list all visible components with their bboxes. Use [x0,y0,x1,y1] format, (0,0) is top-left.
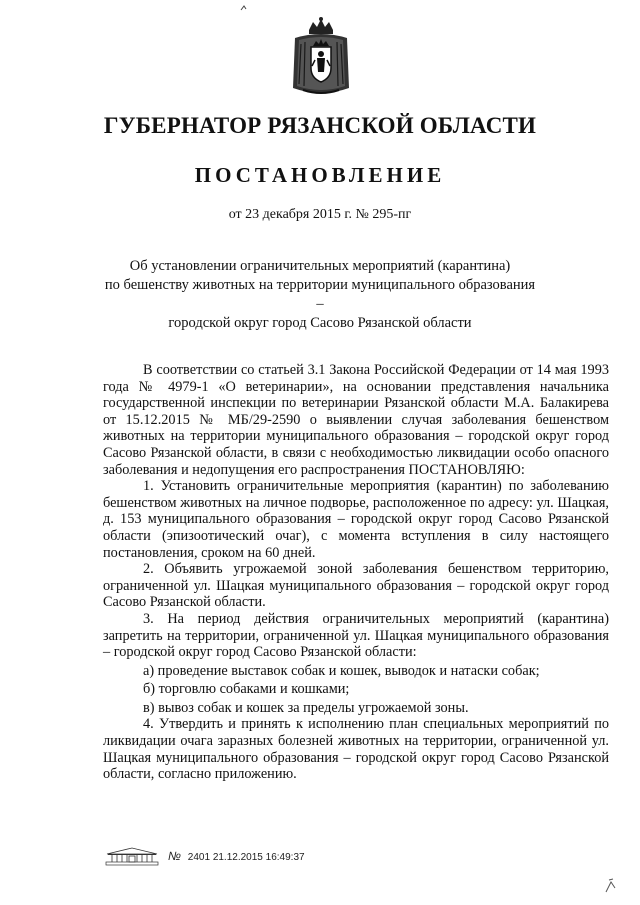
registration-datetime: 21.12.2015 16:49:37 [212,852,305,863]
document-subject [100,257,540,333]
clause-3b: б) торговлю собаками и кошками; [143,681,350,698]
document-body [103,362,609,783]
scan-speck-icon [604,878,618,894]
scan-speck-icon [240,4,248,12]
clause-3: 3. На период действия ограничительных мероприятий (карантина) запретить на территории, ограниченной ул. Шацкая муниципального образования – городской округ город Сасово Рязанской области: [103,610,609,661]
clause-3a: а) проведение выставок собак и кошек, выводок и натаски собак; [143,662,540,679]
number-symbol: № [168,849,181,863]
subject-line: городской округ город Сасово Рязанской области [168,315,472,331]
registry-stamp-icon [103,846,161,866]
clause-2: 2. Объявить угрожаемой зоной заболевания бешенством территорию, ограниченной ул. Шацкая муниципального образования – городской округ город Сасово Рязанской области. [103,561,609,611]
document-type: ПОСТАНОВЛЕНИЕ [194,163,446,187]
clause-4: 4. Утвердить и принять к исполнению план специальных мероприятий по ликвидации очага заразных болезней животных на территории, ограниченной ул. Шацкая муниципального образования – городской округ город Сасово Рязанской области, согласно приложению. [103,716,609,783]
subject-line: по бешенству животных на территории муниципального образования – [104,277,536,312]
clause-1: 1. Установить ограничительные мероприятия (карантин) по заболеванию бешенством животных на личное подворье, расположенное по адресу: ул. Шацкая, д. 153 муниципального образования – городской округ город Сасово Рязанской области (эпизоотический очаг), с момента вступления в силу настоящего постановления, сроком на 60 дней. [103,478,609,561]
registration-number: 2401 [187,852,211,863]
document-date-number: от 23 декабря 2015 г. № 295-пг [228,207,412,222]
coat-of-arms-icon [289,16,353,100]
preamble-paragraph: В соответствии со статьей 3.1 Закона Российской Федерации от 14 мая 1993 года № 4979-1 «О ветеринарии», на основании представления начальника государственной инспекции по ветеринарии Рязанской области М.А. Балакирева от 15.12.2015 № МБ/29-2590 о выявлении случая заболевания бешенством животных на территории муниципального образования – городской округ город Сасово Рязанской области, в связи с необходимостью ликвидации особо опасного заболевания и недопущения его распространения ПОСТАНОВЛЯЮ: [103,362,609,478]
subject-line: Об установлении ограничительных мероприятий (карантина) [129,258,511,274]
authority-title: ГУБЕРНАТОР РЯЗАНСКОЙ ОБЛАСТИ [103,113,537,138]
registration-mark [168,849,305,863]
clause-3c: в) вывоз собак и кошек за пределы угрожаемой зоны. [143,699,469,716]
